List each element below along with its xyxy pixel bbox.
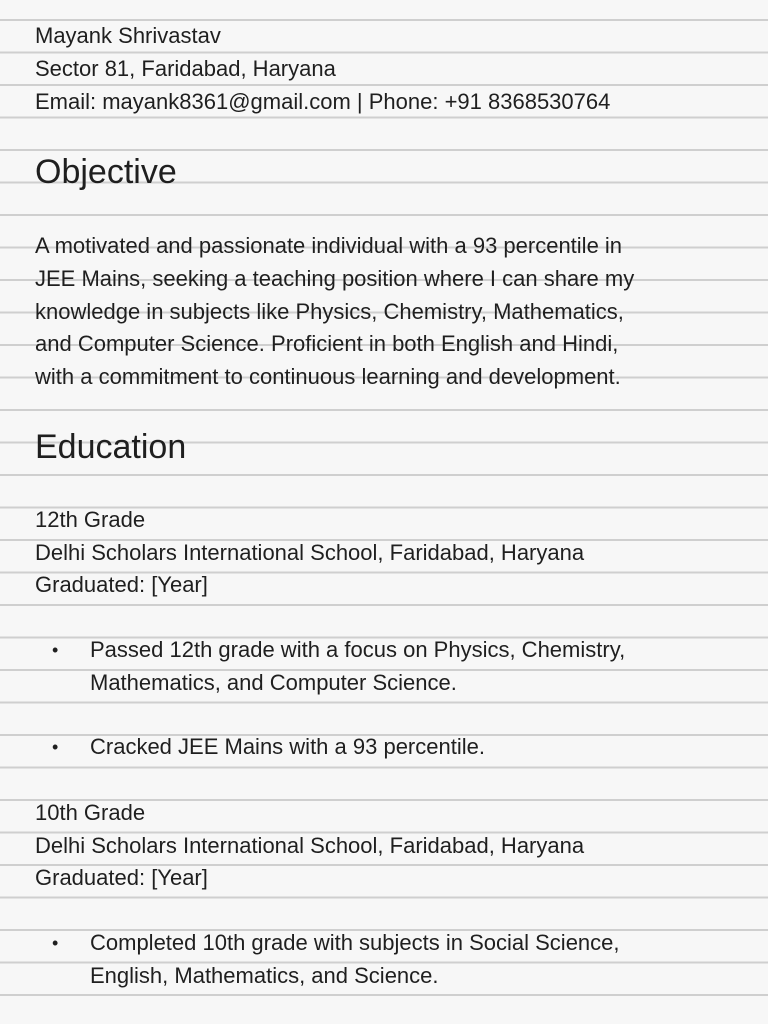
education-school: Delhi Scholars International School, Faridabad, Haryana [35, 833, 585, 858]
education-heading: Education [35, 428, 187, 466]
education-graduated: Graduated: [Year] [35, 572, 208, 597]
education-grade: 12th Grade [35, 507, 146, 532]
bullet-icon: • [52, 933, 59, 953]
bullet-text [90, 634, 750, 700]
education-school: Delhi Scholars International School, Faridabad, Haryana [35, 540, 585, 565]
education-graduated: Graduated: [Year] [35, 865, 208, 890]
education-grade: 10th Grade [35, 800, 146, 825]
bullet-line: Cracked JEE Mains with a 93 percentile. [90, 734, 485, 759]
bullet-line: Mathematics, and Computer Science. [90, 669, 457, 695]
address-line: Sector 81, Faridabad, Haryana [35, 56, 336, 81]
contact-line: Email: mayank8361@gmail.com | Phone: +91 8368530764 [35, 89, 611, 114]
bullet-icon: • [52, 737, 59, 757]
bullet-line: Completed 10th grade with subjects in Social Science, [90, 930, 620, 955]
bullet-text [90, 927, 750, 993]
bullet-text [90, 731, 750, 764]
candidate-name: Mayank Shrivastav [35, 23, 221, 48]
bullet-line: Passed 12th grade with a focus on Physics, Chemistry, [90, 637, 626, 662]
objective-line: and Computer Science. Proficient in both English and Hindi, [35, 331, 619, 357]
objective-heading: Objective [35, 153, 177, 191]
bullet-line: English, Mathematics, and Science. [90, 962, 439, 988]
objective-line: A motivated and passionate individual with a 93 percentile in [35, 233, 623, 258]
bullet-icon: • [52, 640, 59, 660]
objective-line: knowledge in subjects like Physics, Chemistry, Mathematics, [35, 298, 624, 324]
objective-line: with a commitment to continuous learning and development. [35, 364, 621, 390]
objective-line: JEE Mains, seeking a teaching position where I can share my [35, 265, 635, 291]
objective-paragraph [35, 230, 735, 394]
